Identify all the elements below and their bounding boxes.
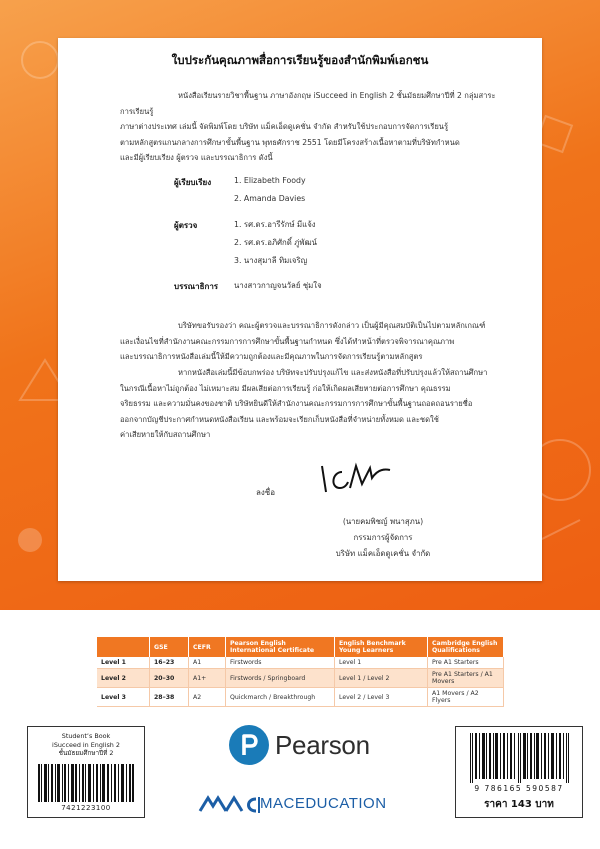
intro-line: ตามหลักสูตรแกนกลางการศึกษาขั้นพื้นฐาน พุทธศักราช 2551 โดยมีโครงสร้างเนื้อหาตามที่บริษัทกำหนด	[120, 137, 460, 147]
column-header: GSE	[150, 637, 189, 657]
reviewer-item: 3. นางสุมาลี ทิมเจริญ	[234, 256, 308, 265]
intro-line: และมีผู้เรียบเรียง ผู้ตรวจ และบรรณาธิการ ดังนี้	[120, 153, 273, 162]
table-cell: 28–38	[150, 688, 189, 707]
commitment-line: ออกจากบัญชีประกาศกำหนดหนังสือเรียน และพร้อมจะเรียกเก็บหนังสือที่จำหน่ายทั้งหมด และชดใช้	[120, 414, 439, 424]
authors-label: ผู้เรียบเรียง	[174, 178, 212, 187]
table-cell: A1 Movers / A2 Flyers	[428, 688, 504, 707]
book-label-line: iSucceed in English 2	[52, 740, 120, 749]
guarantee-line: และบรรณาธิการหนังสือเล่มนี้ให้มีความถูกต้องและมีคุณภาพในการจัดการเรียนรู้ตามหลักสูตร	[120, 352, 423, 361]
intro-line: หนังสือเรียนรายวิชาพื้นฐาน ภาษาอังกฤษ iSucceed in English 2 ชั้นมัธยมศึกษาปีที่ 2 กลุ่มสาระการเรียนรู้	[120, 91, 496, 116]
book-label-line: ชั้นมัธยมศึกษาปีที่ 2	[58, 749, 114, 757]
author-item: 2. Amanda Davies	[234, 194, 306, 203]
table-cell: Level 1	[97, 657, 150, 669]
commitment-line: ค่าเสียหายให้กับสถานศึกษา	[120, 430, 211, 439]
table-cell: A1	[189, 657, 226, 669]
commitment-line: หากหนังสือเล่มนี้มีข้อบกพร่อง บริษัทจะปรับปรุงแก้ไข และส่งหนังสือที่ปรับปรุงแล้วให้สถานศึกษา	[178, 368, 488, 377]
guarantee-paragraph	[120, 318, 504, 365]
table-cell: 20–30	[150, 669, 189, 688]
pearson-wordmark: Pearson	[275, 730, 370, 760]
book-barcode-label	[27, 726, 145, 818]
commitment-line: ในกรณีเนื้อหาไม่ถูกต้อง ไม่เหมาะสม มีผลเสียต่อการเรียนรู้ ก่อให้เกิดผลเสียหายต่อการศึกษา คุณธรรม	[120, 383, 451, 393]
column-header: Cambridge English Qualifications	[428, 637, 504, 657]
handwritten-signature	[316, 458, 396, 498]
signer-company: บริษัท แม็คเอ็ดดูเคชั่น จำกัด	[335, 549, 431, 558]
quality-certificate	[58, 38, 542, 581]
reviewer-item: 2. รศ.ดร.อภิศักดิ์ ภู่พัฒน์	[234, 238, 317, 247]
column-header	[97, 637, 150, 657]
intro-line: ภาษาต่างประเทศ เล่มนี้ จัดพิมพ์โดย บริษัท แม็คเอ็ดดูเคชั่น จำกัด สำหรับใช้ประกอบการจัดการเรียนรู้	[120, 122, 449, 131]
guarantee-line: บริษัทขอรับรองว่า คณะผู้ตรวจและบรรณาธิการดังกล่าว เป็นผู้มีคุณสมบัติเป็นไปตามหลักเกณฑ์	[178, 321, 486, 330]
reviewer-item: 1. รศ.ดร.อารีรักษ์ มีแจ้ง	[234, 220, 316, 229]
guarantee-line: และเงื่อนไขที่สำนักงานคณะกรรมการการศึกษาขั้นพื้นฐานกำหนด ซึ่งได้ทำหน้าที่ตรวจพิจารณาคุณภาพ	[120, 336, 455, 346]
table-cell: 16–23	[150, 657, 189, 669]
barcode-icon	[38, 764, 134, 802]
isbn-barcode-label	[455, 726, 583, 818]
table-cell: Firstwords / Springboard	[226, 669, 335, 688]
book-barcode-number: 7421223100	[61, 804, 111, 812]
table-header-row	[97, 637, 504, 657]
commitment-paragraph	[120, 365, 504, 443]
table-cell: Pre A1 Starters / A1 Movers	[428, 669, 504, 688]
certificate-title: ใบประกันคุณภาพสื่อการเรียนรู้ของสำนักพิมพ์เอกชน	[171, 53, 429, 67]
table-cell: Level 3	[97, 688, 150, 707]
barcode-icon	[470, 733, 570, 783]
table-cell: Level 2 / Level 3	[335, 688, 428, 707]
signer-title: กรรมการผู้จัดการ	[353, 533, 413, 542]
reviewers-label: ผู้ตรวจ	[174, 221, 198, 230]
intro-paragraph	[120, 88, 504, 166]
editor-name: นางสาวกาญจนวัลย์ ชุ่มใจ	[234, 281, 322, 290]
column-header: CEFR	[189, 637, 226, 657]
signer-name: (นายคมพิชญ์ พนาสุภน)	[342, 517, 424, 526]
table-cell: A1+	[189, 669, 226, 688]
table-row	[97, 688, 504, 707]
editor-label: บรรณาธิการ	[174, 282, 219, 291]
table-cell: Level 1	[335, 657, 428, 669]
book-price: ราคา 143 บาท	[484, 799, 554, 810]
author-item: 1. Elizabeth Foody	[234, 176, 306, 185]
table-row	[97, 657, 504, 669]
signature-label: ลงชื่อ	[256, 488, 276, 497]
isbn-number: 9 786165 590587	[474, 784, 564, 793]
table-cell: A2	[189, 688, 226, 707]
book-label-line: Student’s Book	[61, 732, 111, 740]
pearson-logo-icon	[229, 725, 269, 765]
table-cell: Pre A1 Starters	[428, 657, 504, 669]
commitment-line: จริยธรรม และความมั่นคงของชาติ บริษัทยินดีให้สำนักงานคณะกรรมการการศึกษาขั้นพื้นฐานถอดถอนรายชื่อ	[120, 399, 473, 408]
table-cell: Quickmarch / Breakthrough	[226, 688, 335, 707]
column-header: Pearson English International Certificate	[226, 637, 335, 657]
table-cell: Level 2	[97, 669, 150, 688]
column-header: English Benchmark Young Learners	[335, 637, 428, 657]
mac-education-wordmark: MACEDUCATION	[260, 795, 387, 812]
table-row	[97, 669, 504, 688]
table-cell: Level 1 / Level 2	[335, 669, 428, 688]
level-comparison-table	[97, 637, 504, 707]
table-cell: Firstwords	[226, 657, 335, 669]
